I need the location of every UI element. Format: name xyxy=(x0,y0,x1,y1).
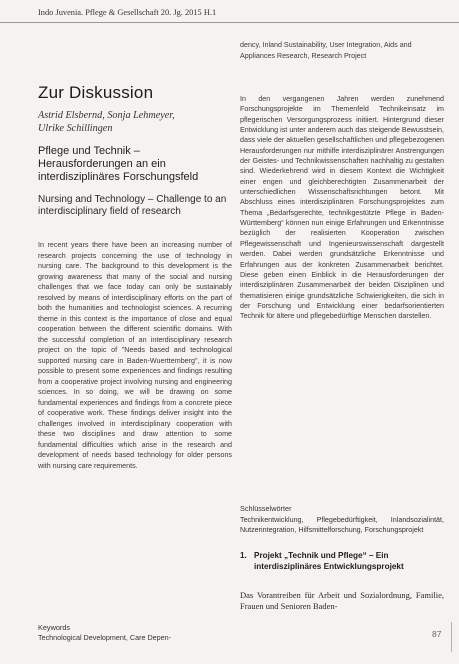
schluesselwoerter-label: Schlüsselwörter xyxy=(240,504,292,513)
article-title: Pflege und Technik – Herausforderungen an ein interdisziplinäres Forschungsfeld xyxy=(38,145,199,184)
running-head: Indo Juvenia. Pflege & Gesellschaft 20. Jg. 2015 H.1 xyxy=(38,8,217,17)
authors-line-1: Astrid Elsbernd, Sonja Lehmeyer, xyxy=(38,110,175,121)
abstract-german: In den vergangenen Jahren werden zunehmend Forschungsprojekte im Themenfeld Technikeinsatz im pflegerischen Versorgungsprozess initiiert. Hintergrund dieser Entwicklung ist unter anderem auch das steigende Bewusstsein, dass viele der aktuellen gesellschaftlichen und pflegebezogenen Herausforderungen nur mithilfe interdisziplinärer Anstrengungen der Geistes- und Technikwissenschaften nachhaltig zu gestalten sind. Wiederkehrend wird in diesem Kontext die Wichtigkeit einer engen und gleichberechtigten Zusammenarbeit der unterschiedlichen Wissenschaftsrichtungen betont. Mit Abschluss eines interdisziplinären Forschungsprojektes zum Thema „Bedarfsgerechte, technikgestützte Pflege in Baden-Württemberg“ können nun einige Erfahrungen und Erkenntnisse bezüglich der realisierten Kooperation zwischen Pflegewissenschaft und Ingenieurswissenschaft dargestellt werden. Dabei werden grundsätzliche Erkenntnisse und Erfahrungen aus der konkreten Zusammenarbeit berichtet. Diese geben einen Einblick in die Herausforderungen der interdisziplinären Zusammenarbeit der beiden Disziplinen und thematisieren einige grundsätzliche Schwierigkeiten, die sich in der Forschung und Entwicklung einer bedarfsorientierten Technik für ältere und pflegebedürftige Menschen darstellen. xyxy=(240,95,444,321)
authors xyxy=(38,110,232,135)
margin-rule xyxy=(451,622,452,652)
article-subtitle: Nursing and Technology – Challenge to an interdisciplinary field of research xyxy=(38,194,227,218)
authors-line-2: Ulrike Schillingen xyxy=(38,122,113,134)
schluesselwoerter-text: Technikentwicklung, Pflegebedürftigkeit, Inlandsozialintät, Nutzerintegration, Hilfsmittelforschung, Forschungsprojekt xyxy=(240,516,444,535)
keywords-continuation: dency, Inland Sustainability, User Integration, Aids and Appliances Research, Research Project xyxy=(240,41,412,60)
section-heading xyxy=(240,551,444,573)
keywords-text: Technological Development, Care Depen- xyxy=(38,633,172,642)
body-text: Das Vorantreiben für Arbeit und Sozialordnung, Familie, Frauen und Senioren Baden- xyxy=(240,590,444,611)
section-title: Zur Diskussion xyxy=(38,83,154,102)
section-number: 1. xyxy=(240,551,247,560)
page-number: 87 xyxy=(432,629,442,639)
abstract-english: In recent years there have been an increasing number of research projects concerning the use of technology in nursing care. The background to this development is the growing awareness that many of the social and nursing challenges that we face today can only be sustainably resolved by means of interdisciplinary efforts on the part of both the humanities and technologist sciences. A recurring theme in this context is the importance of close and equal cooperation between the different scientific domains. With the successful completion of an interdisciplinary research project on the topic of "Needs based and technological supported nursing care in Baden-Wuerttemberg", it is now possible to present some experiences and findings resulting from a cooperative project involving nursing and engineering sciences. In so doing, we will be drawing on some fundamental experiences and findings from a concrete piece of cooperative work. These findings deliver insight into the challenges involved in interdisciplinary cooperation with these two disciplines and draw attention to some fundamental difficulties which arise in the research and development of needs based technology for older persons with nursing care requirements. xyxy=(38,241,232,470)
header-rule xyxy=(0,22,459,23)
section-heading-title: Projekt „Technik und Pflege“ – Ein interdisziplinäres Entwicklungsprojekt xyxy=(254,551,404,571)
keywords-label: Keywords xyxy=(38,623,71,632)
